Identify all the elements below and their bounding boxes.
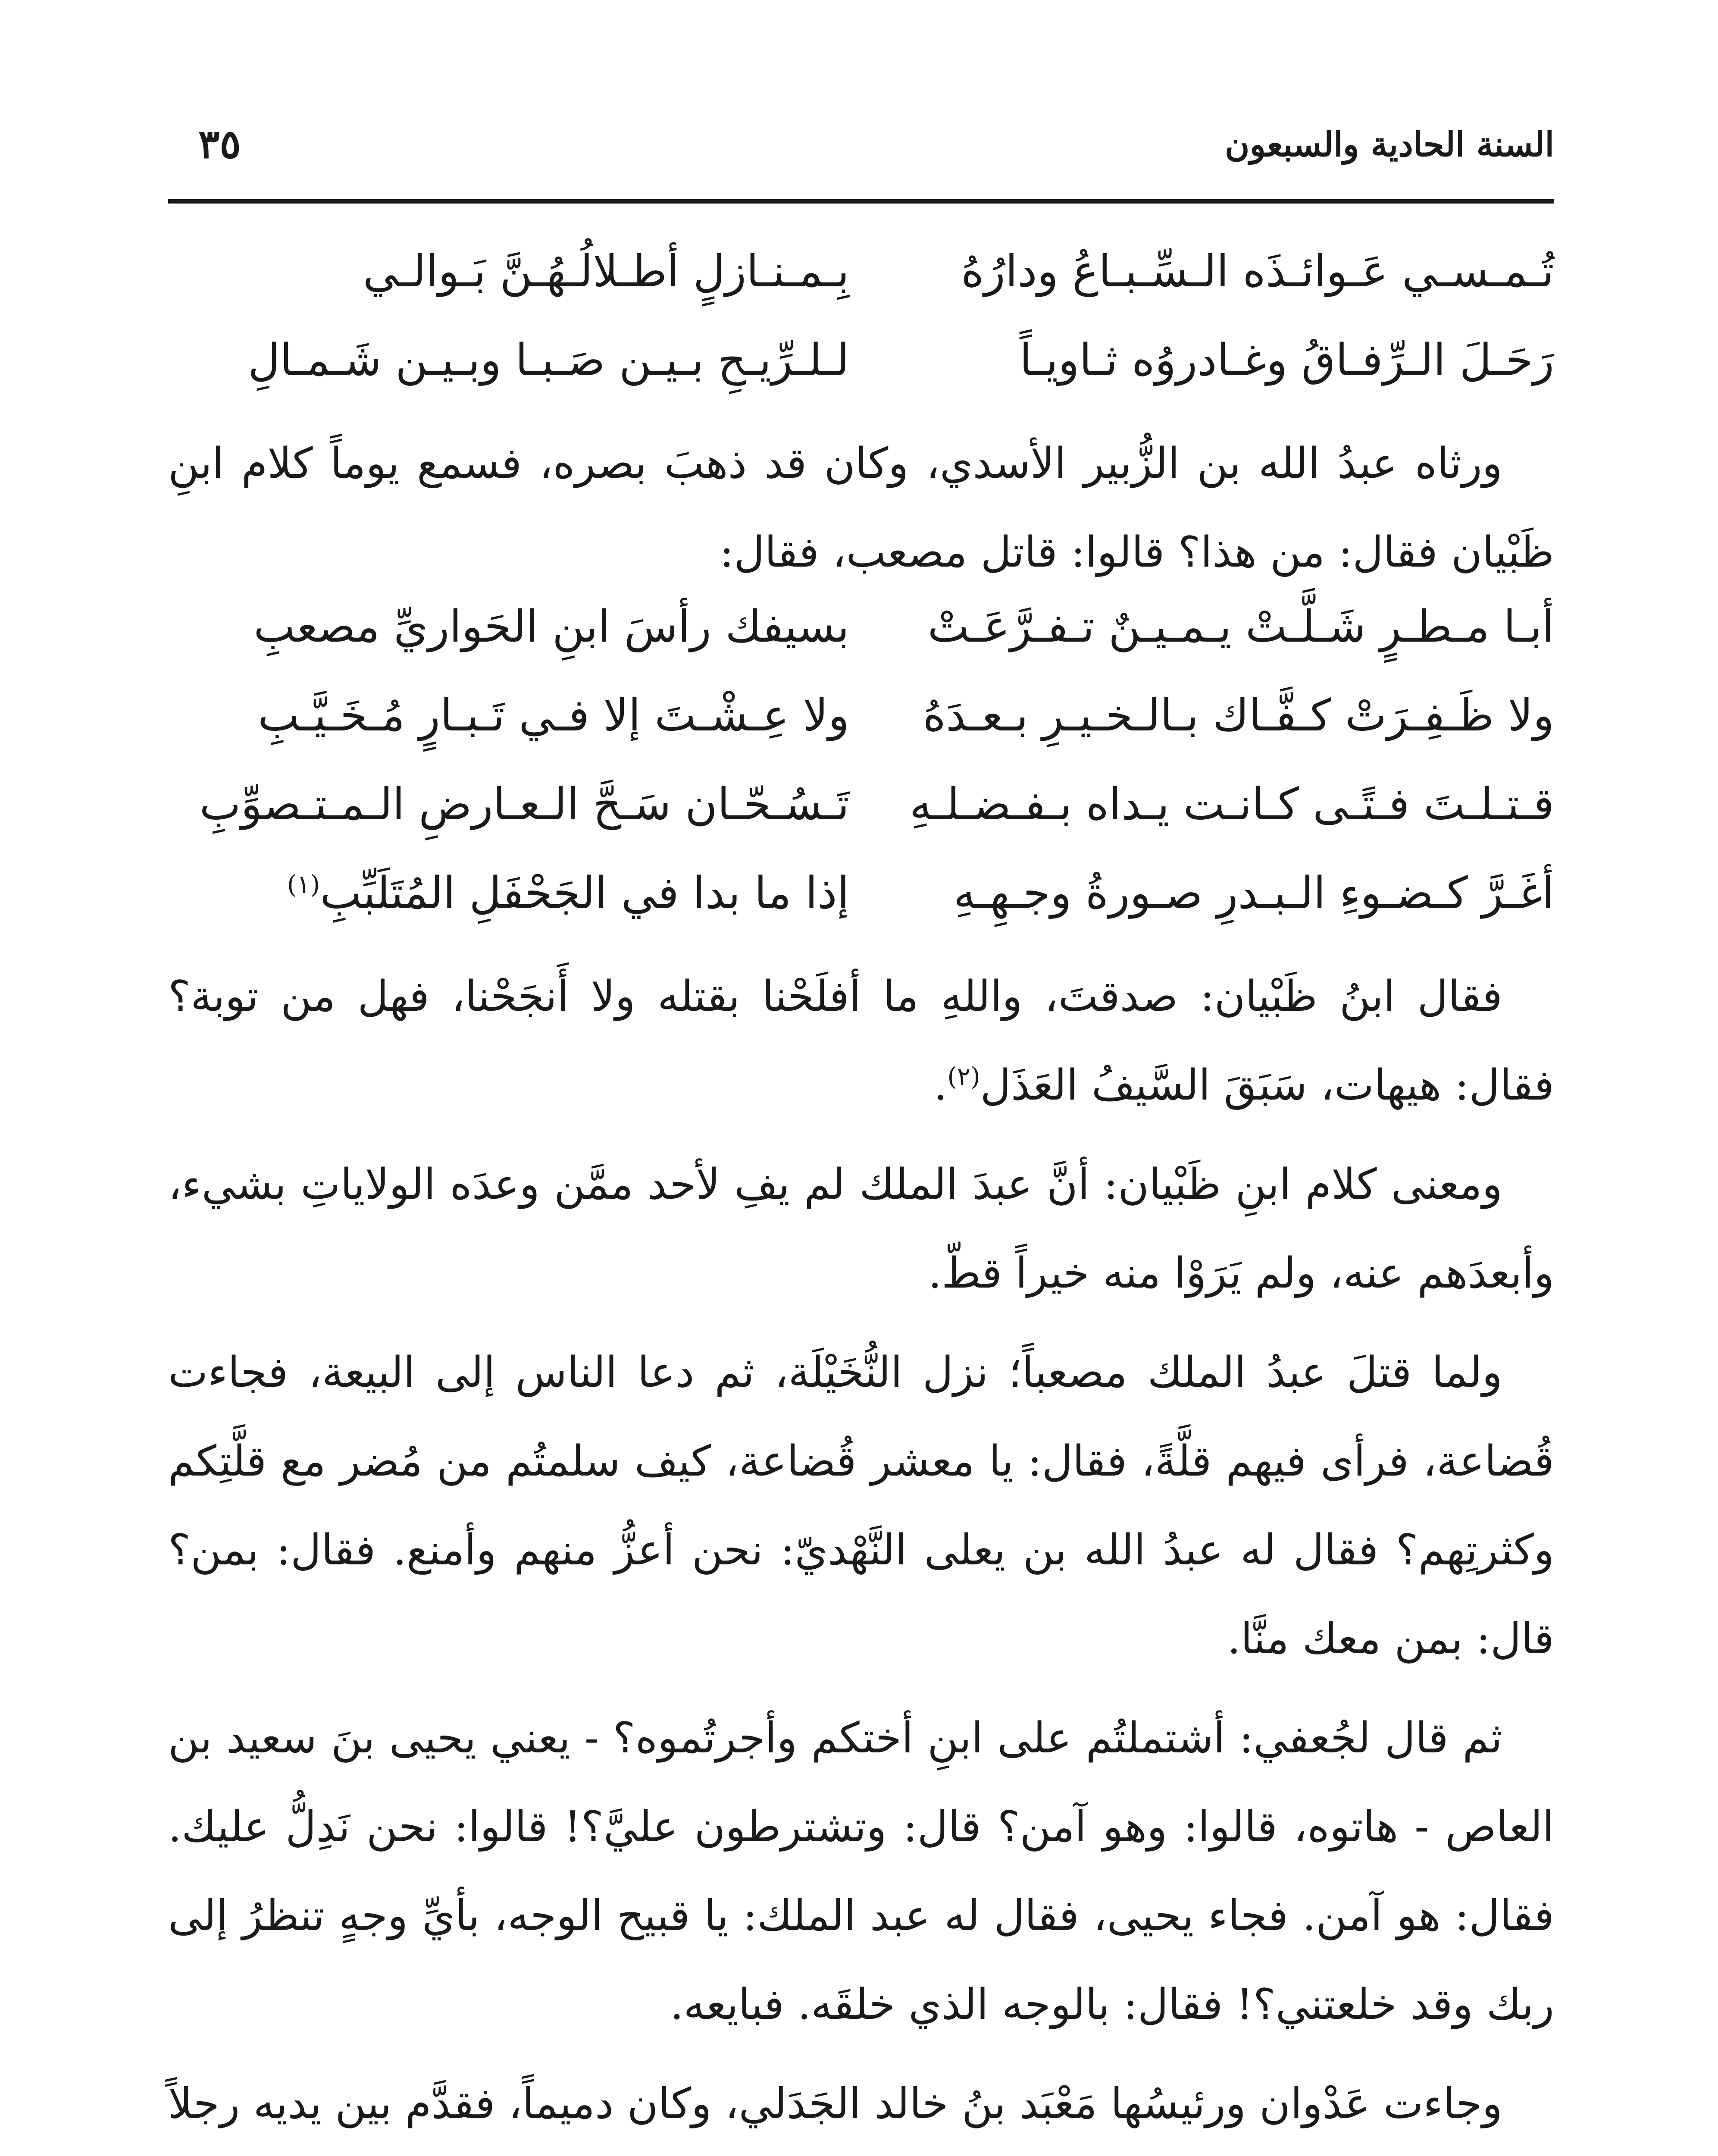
paragraph: وجاءت عَدْوان ورئيسُها مَعْبَد بنُ خالد الجَدَلي، وكان دميماً، فقدَّم بين يديه رجلاً <box>168 2079 1502 2128</box>
poem-verse <box>168 330 1554 419</box>
poem-verse <box>168 686 1554 774</box>
verse-second-hemistich: بسيفك رأسَ ابنِ الحَواريِّ مصعبِ <box>253 601 849 652</box>
page-body <box>168 241 1554 2156</box>
poem-verse <box>168 597 1554 686</box>
poem-verse <box>168 863 1554 952</box>
paragraph: ورثاه عبدُ الله بن الزُّبير الأسدي، وكان قد ذهبَ بصره، فسمع يوماً كلام ابنِ ظَبْيان فقال: من هذا؟ قالوا: قاتل مصعب، فقال: <box>168 439 1554 577</box>
verse-second-hemistich: لـلـرِّيـحِ بـيـن صَـبـا وبـيـن شَـمـالِ <box>248 335 849 386</box>
verse-first-hemistich: تُـمـسـي عَـوائـذَه الـسِّـبـاعُ ودارُهُ <box>961 246 1554 297</box>
footnote-marker: (١) <box>287 870 320 899</box>
paragraph-end: . <box>934 1061 948 1110</box>
verse-first-hemistich: أغَـرَّ كـضـوءِ الـبـدرِ صـورةُ وجـهِـهِ <box>953 868 1554 919</box>
poem-verse <box>168 774 1554 863</box>
paragraph <box>168 952 1554 1130</box>
verse-first-hemistich: رَحَـلَ الـرِّفـاقُ وغـادروُه ثـاويـاً <box>1019 335 1554 386</box>
verse-text: إذا ما بدا في الجَحْفَلِ المُتَلَبِّبِ <box>320 868 849 919</box>
page-header <box>168 108 1554 177</box>
footnote-marker: (٢) <box>947 1062 980 1091</box>
paragraph: ولما قتلَ عبدُ الملك مصعباً؛ نزل النُّخَيْلَة، ثم دعا الناس إلى البيعة، فجاءت قُضاعة، فرأى فيهم قلَّةً، فقال: يا معشر قُضاعة، كيف سلمتُم من مُضر مع قلَّتِكم وكثرتِهم؟ فقال له عبدُ الله بن يعلى النَّهْديّ: نحن أعزُّ منهم وأمنع. فقال: بمن؟ قال: بمن معك منَّا. <box>168 1348 1554 1664</box>
verse-second-hemistich <box>168 868 849 919</box>
paragraph: ومعنى كلام ابنِ ظَبْيان: أنَّ عبدَ الملك لم يفِ لأحد ممَّن وعدَه الولاياتِ بشيء، وأبعدَهم عنه، ولم يَرَوْا منه خيراً قطّ. <box>168 1160 1554 1298</box>
running-title: السنة الحادية والسبعون <box>1225 125 1554 164</box>
verse-second-hemistich: بِـمـنـازلٍ أطـلالُـهُـنَّ بَـوالـي <box>363 246 849 297</box>
paragraph: ثم قال لجُعفي: أشتملتُم على ابنِ أختكم وأجرتُموه؟ - يعني يحيى بنَ سعيد بن العاص - هاتوه، قالوا: وهو آمن؟ قال: وتشترطون عليَّ؟! قالوا: نحن نَدِلُّ عليك. فقال: هو آمن. فجاء يحيى، فقال له عبد الملك: يا قبيح الوجه، بأيِّ وجهٍ تنظرُ إلى ربك وقد خلعتني؟! فقال: بالوجه الذي خلقَه. فبايعه. <box>168 1714 1554 2029</box>
verse-second-hemistich: ولا عِـشْـتَ إلا فـي تَـبـارٍ مُـخَـيَّـبِ <box>258 690 849 741</box>
paragraph-text: فقال ابنُ ظَبْيان: صدقتَ، واللهِ ما أفلَحْنا بقتله ولا أَنجَحْنا، فهل من توبة؟ فقال: هيهات، سَبَقَ السَّيفُ العَذَل <box>168 972 1554 1110</box>
verse-first-hemistich: قـتـلـتَ فـتًـى كـانـت يـداه بـفـضـلـهِ <box>909 779 1554 830</box>
poem-verse <box>168 241 1554 330</box>
verse-first-hemistich: ولا ظَـفِـرَتْ كـفَّـاك بـالـخـيـرِ بـعـدَهُ <box>923 690 1554 741</box>
verse-second-hemistich: تَـسُـحّـان سَـحَّ الـعـارضِ الـمـتـصوِّبِ <box>199 779 849 830</box>
verse-first-hemistich: أبـا مـطـرٍ شَـلَّـتْ يـمـيـنٌ تـفـرَّعَـتْ <box>927 601 1554 652</box>
page-number: ٣٥ <box>198 121 241 167</box>
header-rule <box>168 199 1554 204</box>
